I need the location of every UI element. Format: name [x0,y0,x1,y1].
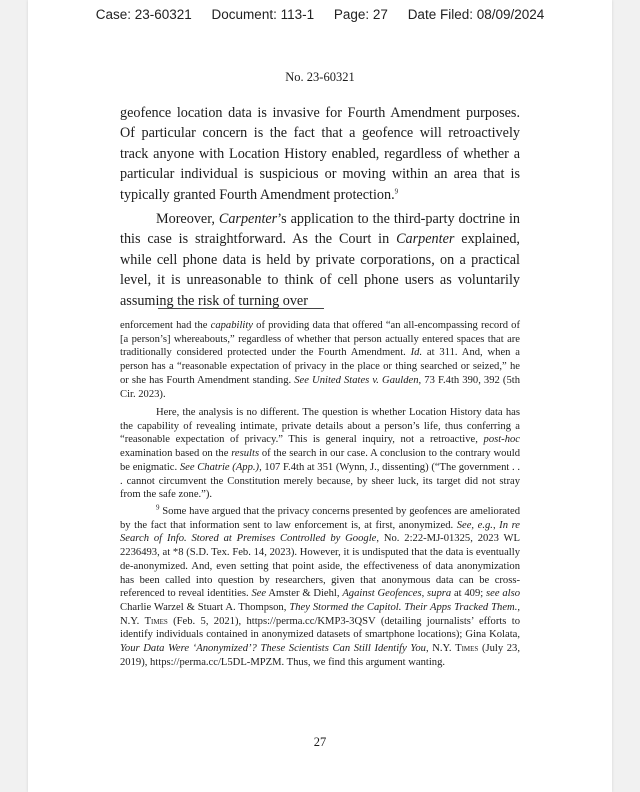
footnote-number: 9 [156,503,160,512]
document-label: Document: 113-1 [211,7,315,22]
footnote-divider [158,308,324,309]
date-filed-label: Date Filed: 08/09/2024 [407,7,545,22]
body-paragraph-1: geofence location data is invasive for Fourth Amendment purposes. Of particular concern is the fact that a geofence will retroactively track anyone with Location History enabled, regardless of whether a particular individual is suspicious or moving within an area that is typically granted Fourth Amendment protection.$^9$ [120,105,520,203]
footnote-continued: enforcement had the capability of providing data that offered “an all-encompassing record of [a person’s] whereabouts,” regardless of whether that person actually entered spaces that are traditionally considered protected under the Fourth Amendment. Id. at 311. And, when a person has a “reasonable expectation of privacy in the place or thing searched or seized,” he or she has Fourth Amendment standing. See United States v. Gaulden, 73 F.4th 390, 392 (5th Cir. 2023). [120,320,520,400]
filing-header [0,7,640,22]
page-label: Page: 27 [333,7,388,22]
body-paragraph-2: Moreover, Carpenter’s application to the third-party doctrine in this case is straightforward. As the Court in Carpenter explained, while cell phone data is held by private corporations, on a practical level, it is unreasonable to think of cell phone users as voluntarily assuming the risk of turning over [120,211,520,309]
footnote-9: $^9$ Some have argued that the privacy concerns presented by geofences are ameliorated by the fact that information sent to law enforcement is, at first, anonymized. See, e.g., In re Search of Info. Stored at Premises Controlled by Google, No. 2:22-MJ-01325, 2023 WL 2236493, at *8 (S.D. Tex. Feb. 14, 2023). However, it is undisputed that the data is eventually de-anonymized. And, even setting that point aside, the effectiveness of data anonymization has been called into question by researchers, given that anonymous data can be cross-referenced to reveal identities. See Amster & Diehl, Against Geofences, supra at 409; see also Charlie Warzel & Stuart A. Thompson, They Stormed the Capitol. Their Apps Tracked Them., N.Y. Times (Feb. 5, 2021), https://perma.cc/KMP3-3QSV (detailing journalists’ efforts to identify individuals contained in anonymized datasets of smartphone locations); Gina Kolata, Your Data Were ‘Anonymized’? These Scientists Can Still Identify You, N.Y. Times (July 23, 2019), https://perma.cc/L5DL-MPZM. Thus, we find this argument wanting. [120,503,521,668]
page-number: 27 [313,735,327,749]
footnote-marker: 9 [394,186,399,195]
case-label: Case: 23-60321 [95,7,192,22]
case-number: No. 23-60321 [285,70,355,84]
footnote-paragraph: Here, the analysis is no different. The question is whether Location History data has the capability of revealing intimate, private details about a person’s life, thus conferring a “reasonable expectation of privacy.” This is general inquiry, not a retroactive, post-hoc examination based on the results of the search in our case. A conclusion to the contrary would be enigmatic. See Chatrie (App.), 107 F.4th at 351 (Wynn, J., dissenting) (“The government . . . cannot circumvent the Constitution merely because, by sheer luck, its target did not stray from the safe zone.”). [120,407,521,501]
